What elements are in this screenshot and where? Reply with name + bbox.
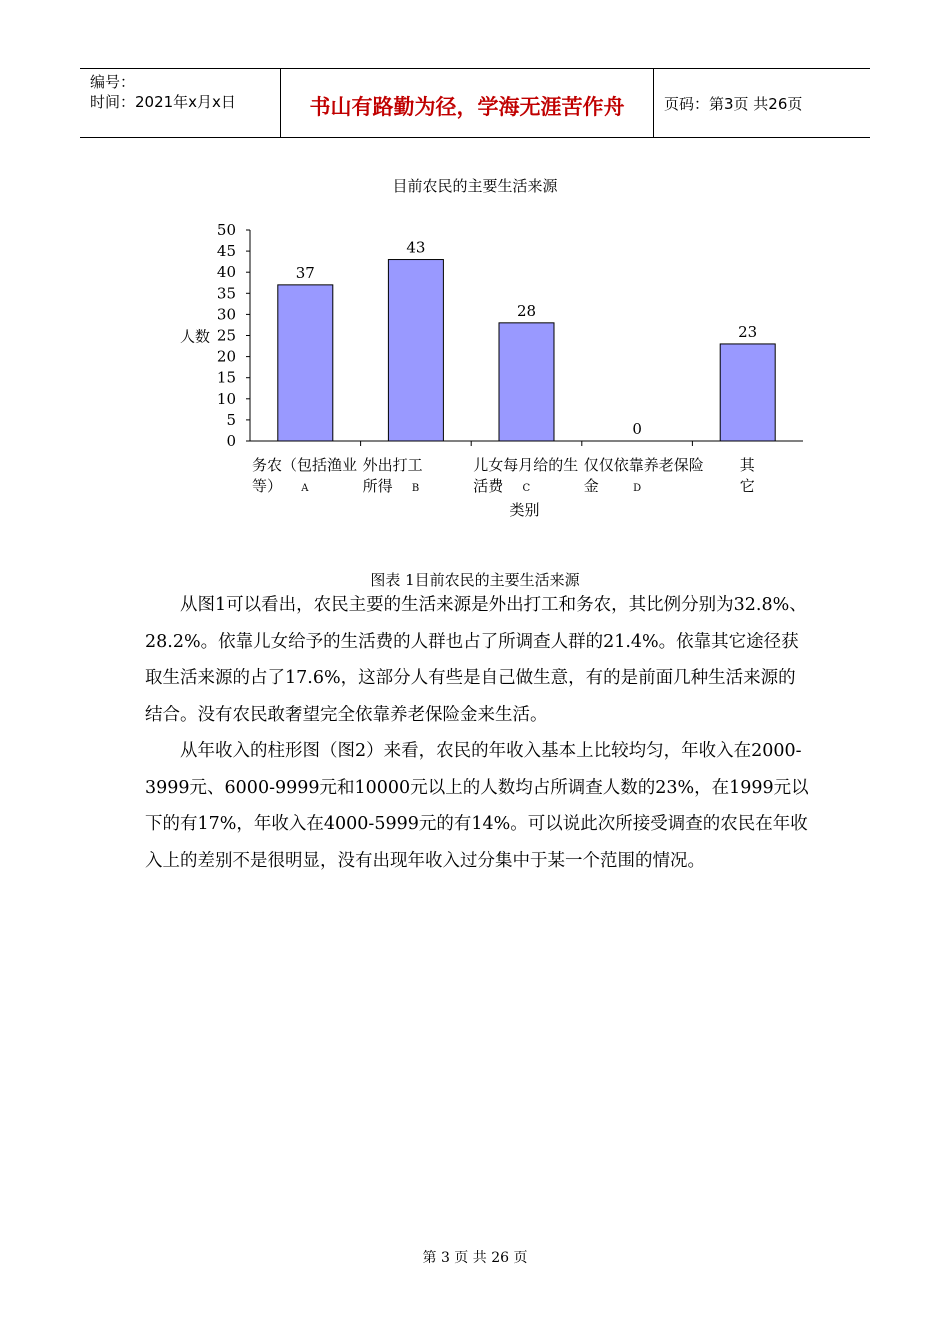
bar-chart [170,215,820,535]
y-tick-label: 15 [216,368,236,387]
y-tick-label: 5 [226,410,236,429]
y-tick-label: 10 [216,389,236,408]
y-tick-label: 45 [216,242,236,261]
bar [278,285,333,441]
paragraph-1: 从图1可以看出，农民主要的生活来源是外出打工和务农，其比例分别为32.8%、28.2%。依靠儿女给予的生活费的人群也占了所调查人群的21.4%。依靠其它途径获取生活来源的占了17.6%，这部分人有些是自己做生意，有的是前面几种生活来源的结合。没有农民敢奢望完全依靠养老保险金来生活。 [145,595,807,725]
figure-caption: 图表 1目前农民的主要生活来源 [370,571,580,589]
y-tick-label: 40 [216,263,236,282]
data-label: 23 [738,322,758,341]
y-tick-label: 50 [216,221,236,239]
page-info: 页码：第3页 共26页 [664,95,803,113]
header-meta-cell [80,69,281,137]
y-axis-label: 人数 [180,327,211,346]
y-tick-label: 30 [216,305,236,324]
x-axis-label: 类别 [509,501,540,519]
y-tick-label: 35 [216,284,236,303]
data-label: 43 [406,238,426,257]
category-label-line2: 等） [252,477,283,495]
y-tick-label: 0 [226,432,236,450]
page-header [80,68,870,138]
category-label-line2: 它 [739,477,755,495]
page-footer: 第 3 页 共 26 页 [422,1250,528,1266]
category-letter: D [633,483,642,494]
data-label: 0 [632,420,642,438]
category-label-line1: 务农（包括渔业 [252,456,358,474]
time-label: 时间：2021年x月x日 [90,93,236,111]
header-motto-cell [281,69,654,137]
category-label-line2: 所得 [362,477,393,495]
bar [720,344,775,441]
paragraph-2: 从年收入的柱形图（图2）来看，农民的年收入基本上比较均匀，年收入在2000-3999元、6000-9999元和10000元以上的人数均占所调查人数的23%，在1999元以下的有17%，年收入在4000-5999元的有14%。可以说此次所接受调查的农民在年收入上的差别不是很明显，没有出现年收入过分集中于某一个范围的情况。 [145,741,809,871]
category-label-line1: 儿女每月给的生 [473,456,579,474]
header-page-cell [654,69,870,137]
bar [388,260,443,441]
bar [499,323,554,441]
category-letter: C [522,483,531,494]
number-label: 编号： [90,73,136,91]
category-label-line2: 金 [583,477,599,495]
category-label-line2: 活费 [473,477,504,495]
data-label: 28 [516,301,537,320]
category-label-line1: 仅仅依靠养老保险 [583,456,704,474]
chart-title: 目前农民的主要生活来源 [392,177,558,195]
y-tick-label: 25 [216,326,236,345]
category-letter: B [411,483,420,494]
category-label-line1: 其 [739,456,755,474]
motto: 书山有路勤为径，学海无涯苦作舟 [309,95,625,119]
category-label-line1: 外出打工 [362,456,423,474]
data-label: 37 [295,263,315,282]
category-letter: A [301,483,309,494]
y-tick-label: 20 [216,347,236,366]
